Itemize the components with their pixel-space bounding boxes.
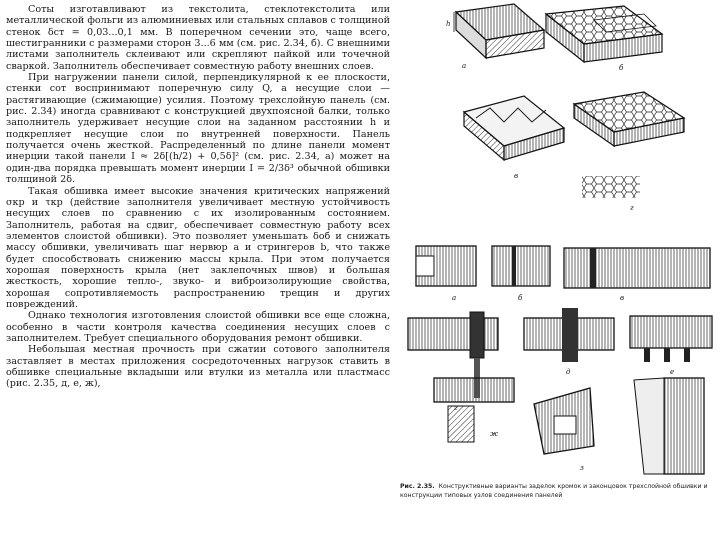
fig-2-35-i (634, 378, 704, 474)
fig-2-34-g (574, 92, 684, 212)
fig-2-35-d (524, 308, 614, 376)
fig-label-h: h (446, 20, 451, 28)
fig35-label-a: а (452, 294, 457, 302)
figure-caption (400, 482, 718, 500)
fig-2-35-z (534, 388, 594, 472)
paragraph-3: Такая обшивка имеет высокие значения критических напряжений σкр и τкр (действие заполнителя увеличивает местную устойчивость несущих слоев по сравнению с их изолированным состоянием. Заполнитель, работая на сдвиг, обеспечивает совместную работу всех элементов слоистой обшивки). Это позволяет уменьшать δоб и снижать массу обшивки, увеличивать шаг нервюр a и стрингеров b, что также будет способствовать снижению массы крыла. При этом получается хорошая поверхность крыла (нет заклепочных швов) и большая жесткость, хорошие тепло-, звуко- и виброизолирующие свойства, хорошая сопротивляемость распространению трещин и других повреждений. (6, 185, 390, 310)
fig-2-35-b (492, 246, 550, 302)
fig35-label-e: е (670, 368, 675, 376)
caption-text: Конструктивные варианты заделок кромок и законцовок трехслойной обшивки и конструкции типовых узлов соединения панелей (400, 483, 708, 499)
fig-2-34-a (446, 4, 544, 70)
fig-2-34-v (464, 96, 564, 180)
body-text (6, 4, 390, 536)
fig-2-34-b (546, 6, 662, 72)
fig-2-35-zh (434, 378, 514, 442)
fig-label-a: а (462, 62, 467, 70)
caption-number: Рис. 2.35. (400, 483, 435, 490)
fig-2-35-a (416, 246, 476, 302)
fig35-label-v: в (620, 294, 625, 302)
figure-illustrations (394, 0, 720, 480)
fig-label-v: в (514, 172, 519, 180)
paragraph-5: Небольшая местная прочность при сжатии сотового заполнителя заставляет в местах приложения сосредоточенных нагрузок ставить в обшивке специальные вкладыши или втулки из металла или пластмасс (рис. 2.35, д, е, ж), (6, 344, 390, 390)
fig-2-35-e (630, 316, 712, 376)
paragraph-1: Соты изготавливают из текстолита, стеклотекстолита или металлической фольги из алюминиевых или стальных сплавов с толщиной стенок δст = 0,03...0,1 мм. В поперечном сечении это, чаще всего, шестигранники с размерами сторон 3...6 мм (см. рис. 2.34, б). С внешними листами заполнитель склеивают или скрепляют пайкой или точечной сваркой. Заполнитель обеспечивает совместную работу внешних слоев. (6, 4, 390, 72)
fig35-label-z: з (580, 464, 584, 472)
paragraph-2: При нагружении панели силой, перпендикулярной к ее плоскости, стенки сот воспринимают поперечную силу Q, а несущие слои — растягивающие (сжимающие) усилия. Поэтому трехслойную панель (см. рис. 2.34) иногда сравнивают с конструкцией двухпоясной балки, только заполнитель удерживает несущие слои на заданном расстоянии h и подкрепляет несущие слои по внутренней поверхности. Панель получается очень жесткой. Распределенный по длине панели момент инерции такой панели I ≈ 2δ[(h/2) + 0,5δ]² (см. рис. 2.34, а) может на один-два порядка превышать момент инерции I = 2/3δ³ обычной обшивки толщиной 2δ. (6, 72, 390, 186)
fig35-label-b: б (518, 294, 523, 302)
paragraph-4: Однако технология изготовления слоистой обшивки все еще сложна, особенно в части контроля качества соединения несущих слоев с заполнителем. Требует специального оборудования ремонт обшивки. (6, 310, 390, 344)
figures (394, 0, 720, 540)
fig35-label-d: д (566, 368, 571, 376)
fig-2-35-v (564, 248, 710, 302)
fig-label-g: г (630, 204, 634, 212)
fig35-label-zh: ж (490, 430, 498, 438)
fig-label-b: б (619, 64, 624, 72)
